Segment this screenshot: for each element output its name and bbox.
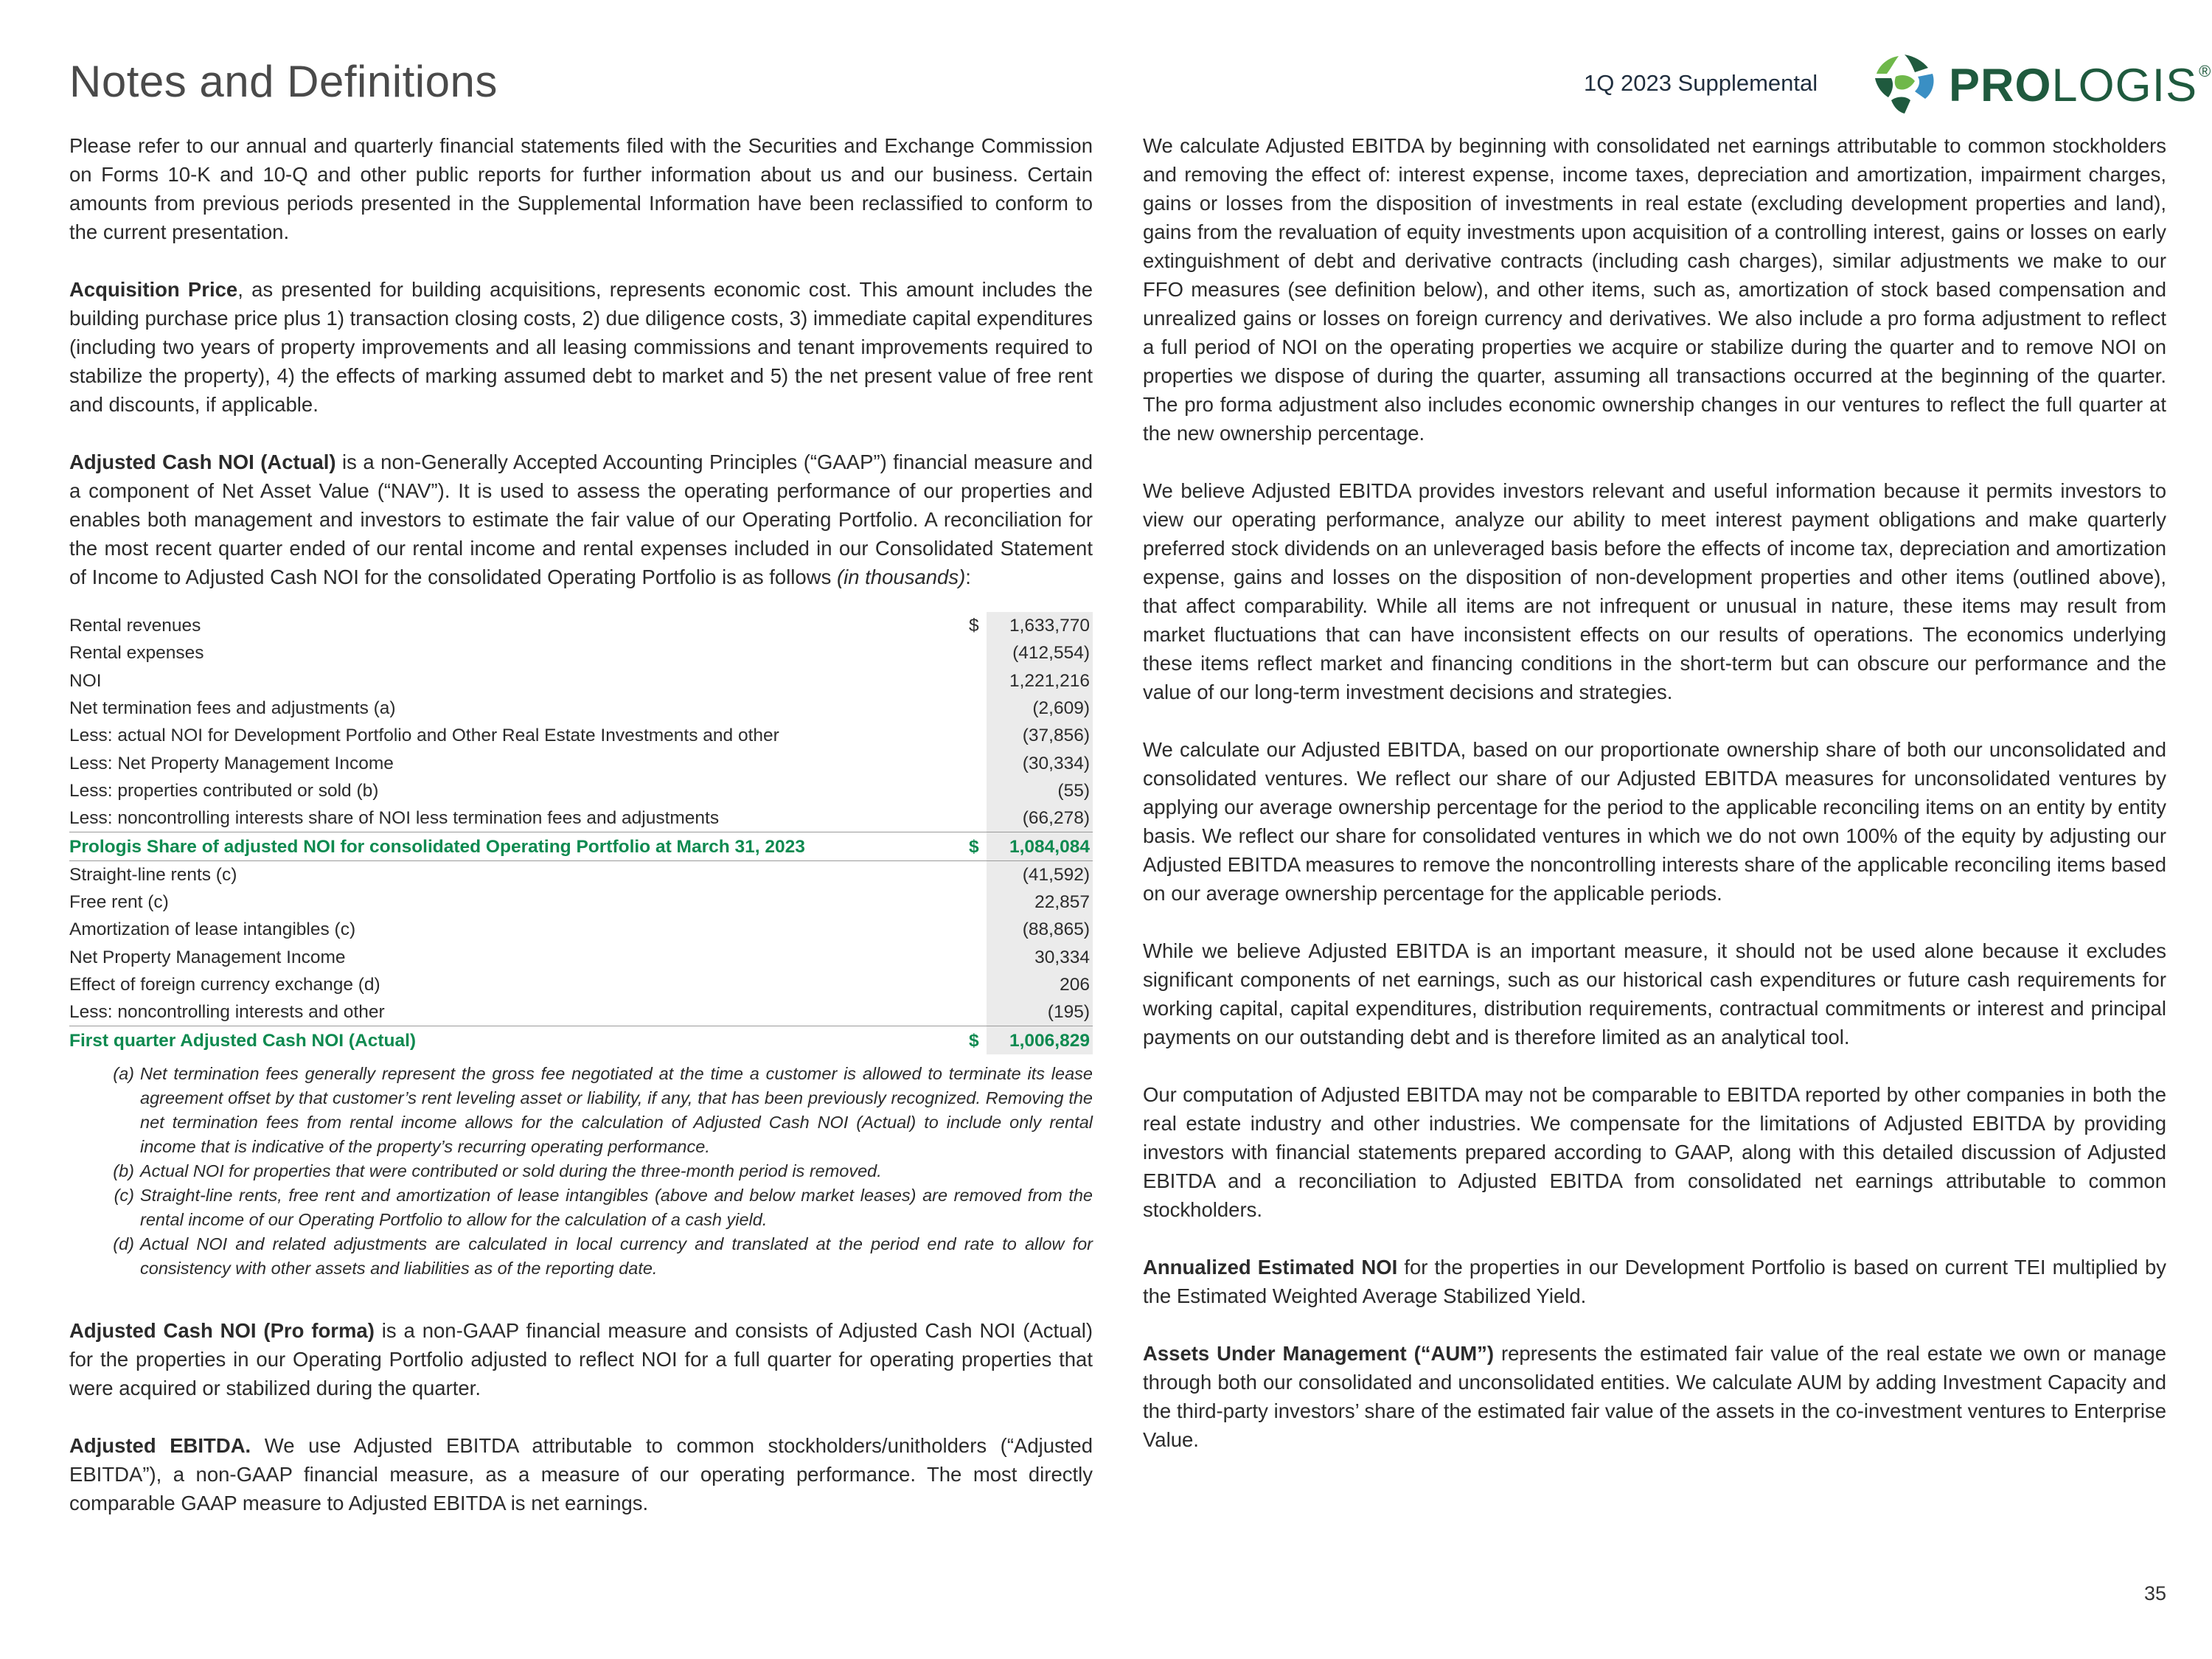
row-value: (412,554) [987,639,1093,667]
row-currency: $ [969,616,979,636]
row-value: 30,334 [987,944,1093,971]
row-label: Amortization of lease intangibles (c) [69,919,356,940]
row-label: Net termination fees and adjustments (a) [69,698,396,719]
adjusted-cash-noi-paragraph: Adjusted Cash NOI (Actual) is a non-Generally Accepted Accounting Principles (“GAAP”) financial measure and a component of Net Asset Value (“NAV”). It is used to assess the operating performance of our properties and enables both management and investors to estimate the fair value of our Operating Portfolio. A reconciliation for the most recent quarter ended of our rental income and rental expenses included in our Consolidated Statement of Income to Adjusted Cash NOI for the consolidated Operating Portfolio is as follows (in thousands): [69,451,1093,588]
row-label: First quarter Adjusted Cash NOI (Actual) [69,1026,969,1054]
row-currency: $ [969,832,987,860]
row-label: Less: noncontrolling interests and other [69,1002,385,1023]
table-row [69,612,1093,639]
intro-paragraph: Please refer to our annual and quarterly financial statements filed with the Securities and Exchange Commission on Forms 10-K and 10-Q and other public reports for further information about us and our business. Certain amounts from previous periods presented in the Supplemental Information have been reclassified to conform to the current presentation. [69,134,1093,243]
row-currency [969,777,987,804]
footnote [69,1159,1093,1183]
row-label: NOI [69,670,102,691]
row-currency [969,667,987,695]
page-number: 35 [2144,1582,2167,1604]
row-value: (37,856) [987,722,1093,749]
row-value: 1,006,829 [987,1026,1093,1054]
row-label: Prologis Share of adjusted NOI for consolidated Operating Portfolio at March 31, 2023 [69,832,969,860]
adjusted-cash-noi-pro-forma-paragraph: Adjusted Cash NOI (Pro forma) is a non-GAAP financial measure and consists of Adjusted Cash NOI (Actual) for the properties in our Operating Portfolio adjusted to reflect NOI for a full quarter for operating properties that were acquired or stabilized during the quarter. [69,1318,1093,1399]
prologis-logo [1869,52,2212,116]
table-row [69,722,1093,749]
footnote-mark: (b) [113,1161,134,1180]
row-currency [969,804,987,832]
row-currency [969,998,987,1026]
row-value: (195) [987,998,1093,1026]
row-value: (41,592) [987,860,1093,888]
table-row [69,695,1093,722]
table-row [69,888,1093,916]
row-value: 1,084,084 [987,832,1093,860]
logo-wordmark: PROLOGIS® [1949,60,2212,111]
table-row [69,777,1093,804]
noi-reconciliation-table [69,612,1093,1054]
table-row [69,749,1093,776]
table-footnotes [69,1062,1093,1281]
supplemental-label: 1Q 2023 Supplemental [1584,70,1818,96]
row-label: Net Property Management Income [69,947,346,967]
row-value: (88,865) [987,916,1093,943]
table-row [69,944,1093,971]
row-label: Straight-line rents (c) [69,860,969,888]
row-currency: $ [969,1026,987,1054]
annualized-noi-paragraph: Annualized Estimated NOI for the properties in our Development Portfolio is based on current TEI multiplied by the Estimated Weighted Average Stabilized Yield. [1143,1256,2166,1307]
aum-paragraph: Assets Under Management (“AUM”) represents the estimated fair value of the real estate we own or manage through both our consolidated and unconsolidated entities. We calculate AUM by adding Investment Capacity and the third-party investors’ share of the estimated fair value of the assets in the co-investment ventures to Enterprise Value. [1143,1342,2166,1451]
row-label: Less: properties contributed or sold (b) [69,780,379,801]
row-value: (55) [987,777,1093,804]
footnote [69,1062,1093,1159]
row-currency [969,639,987,667]
ebitda-ownership-paragraph: We calculate our Adjusted EBITDA, based on our proportionate ownership share of both our unconsolidated and consolidated ventures. We reflect our share of our Adjusted EBITDA measures for unconsolidated ventures by applying our average ownership percentage for the period to the applicable reconciling items on an entity by entity basis. We reflect our share for consolidated ventures in which we do not own 100% of the equity by adjusting our Adjusted EBITDA measures to remove the noncontrolling interests share of the applicable reconciling items based on our average ownership percentage for the applicable periods. [1143,738,2166,905]
footnote-text: Net termination fees generally represent the gross fee negotiated at the time a customer is allowed to terminate its lease agreement offset by that customer’s rent leveling asset or liability, if any, that has been previously recognized. Removing the net termination fees from rental income allows for the calculation of Adjusted Cash NOI (Actual) to include only rental income that is indicative of the property’s recurring operating performance. [140,1063,1093,1156]
ebitda-comparability-paragraph: Our computation of Adjusted EBITDA may not be comparable to EBITDA reported by other companies in both the real estate industry and other industries. We compensate for the limitations of Adjusted EBITDA by providing investors with financial statements prepared according to GAAP, along with this detailed discussion of Adjusted EBITDA and a reconciliation to Adjusted EBITDA from consolidated net earnings attributable to common stockholders. [1143,1083,2166,1221]
row-currency [969,916,987,943]
footnote-mark: (d) [113,1234,134,1253]
row-label: Less: noncontrolling interests share of NOI less termination fees and adjustments [69,808,720,829]
row-currency [969,695,987,722]
footnote-text: Actual NOI and related adjustments are calculated in local currency and translated at the period end rate to allow for consistency with other assets and liabilities as of the reporting date. [140,1234,1093,1278]
footnote [69,1183,1093,1232]
ebitda-limitations-paragraph: While we believe Adjusted EBITDA is an important measure, it should not be used alone because it excludes significant components of net earnings, such as our historical cash expenditures or future cash requirements for working capital, capital expenditures, distribution requirements, contractual commitments or interest and principal payments on our outstanding debt and is therefore limited as an analytical tool. [1143,939,2166,1048]
table-row [69,832,1093,860]
acquisition-price-paragraph: Acquisition Price, as presented for building acquisitions, represents economic cost. This amount includes the building purchase price plus 1) transaction closing costs, 2) due diligence costs, 3) immediate capital expenditures (including two years of property improvements and all leasing commissions and tenant improvements required to stabilize the property), 4) the effects of marking assumed debt to market and 5) the net present value of free rent and discounts, if applicable. [69,278,1093,416]
row-value: 1,633,770 [987,612,1093,639]
row-currency [969,749,987,776]
table-row [69,916,1093,943]
row-currency [969,722,987,749]
table-row [69,639,1093,667]
table-row [69,1026,1093,1054]
table-row [69,804,1093,832]
left-column [69,131,1093,1546]
row-currency [969,944,987,971]
row-label: Free rent (c) [69,892,169,913]
row-currency [969,860,987,888]
row-currency [969,971,987,998]
row-label: Rental expenses [69,643,204,664]
footnote-text: Straight-line rents, free rent and amortization of lease intangibles (above and below market leases) are removed from the rental income of our Operating Portfolio to allow for the calculation of a cash yield. [140,1185,1093,1229]
adjusted-ebitda-paragraph: Adjusted EBITDA. We use Adjusted EBITDA attributable to common stockholders/unitholders (“Adjusted EBITDA”), a non-GAAP financial measure, as a measure of our operating performance. The most directly comparable GAAP measure to Adjusted EBITDA is net earnings. [69,1433,1093,1514]
footnote [69,1232,1093,1281]
right-column [1143,131,2166,1483]
table-row [69,998,1093,1026]
footnote-mark: (a) [113,1063,134,1083]
row-label: Rental revenues [69,616,201,636]
table-row [69,971,1093,998]
row-currency [969,888,987,916]
row-value: 206 [987,971,1093,998]
footnote-text: Actual NOI for properties that were contributed or sold during the three-month period is removed. [140,1161,882,1180]
table-row [69,667,1093,695]
row-value: 1,221,216 [987,667,1093,695]
page-title: Notes and Definitions [69,57,498,106]
ebitda-calculation-paragraph: We calculate Adjusted EBITDA by beginning with consolidated net earnings attributable to common stockholders and removing the effect of: interest expense, income taxes, depreciation and amortization, impairment charges, gains or losses from the disposition of investments in real estate (excluding development properties and land), gains from the revaluation of equity investments upon acquisition of a controlling interest, gains or losses on early extinguishment of debt and derivative contracts (including cash charges), similar adjustments we make to our FFO measures (see definition below), and other items, such as, amortization of stock based compensation and unrealized gains or losses on foreign currency and derivatives. We also include a pro forma adjustment to reflect a full period of NOI on the operating properties we acquire or stabilize during the quarter and to remove NOI on properties we dispose of during the quarter, assuming all transactions occurred at the beginning of the quarter. The pro forma adjustment also includes economic ownership changes in our ventures to reflect the full quarter at the new ownership percentage. [1143,134,2166,445]
row-value: (30,334) [987,749,1093,776]
row-label: Less: actual NOI for Development Portfolio and Other Real Estate Investments and other [69,726,779,746]
row-label: Effect of foreign currency exchange (d) [69,975,380,995]
row-value: 22,857 [987,888,1093,916]
row-value: (66,278) [987,804,1093,832]
table-row [69,860,1093,888]
row-label: Less: Net Property Management Income [69,753,394,773]
row-value: (2,609) [987,695,1093,722]
ebitda-usefulness-paragraph: We believe Adjusted EBITDA provides investors relevant and useful information because it permits investors to view our operating performance, analyze our ability to meet interest payment obligations and make quarterly preferred stock dividends on an unleveraged basis before the effects of income tax, depreciation and amortization expense, gains and losses on the disposition of non-development properties and other items (outlined above), that affect comparability. While all items are not infrequent or unusual in nature, these items may result from market fluctuations that can have inconsistent effects on our results of operations. The economics underlying these items reflect market and financing conditions in the short-term but can obscure our performance and the value of our long-term investment decisions and strategies. [1143,479,2166,703]
globe-logo-icon [1869,52,1940,116]
footnote-mark: (c) [114,1185,134,1205]
